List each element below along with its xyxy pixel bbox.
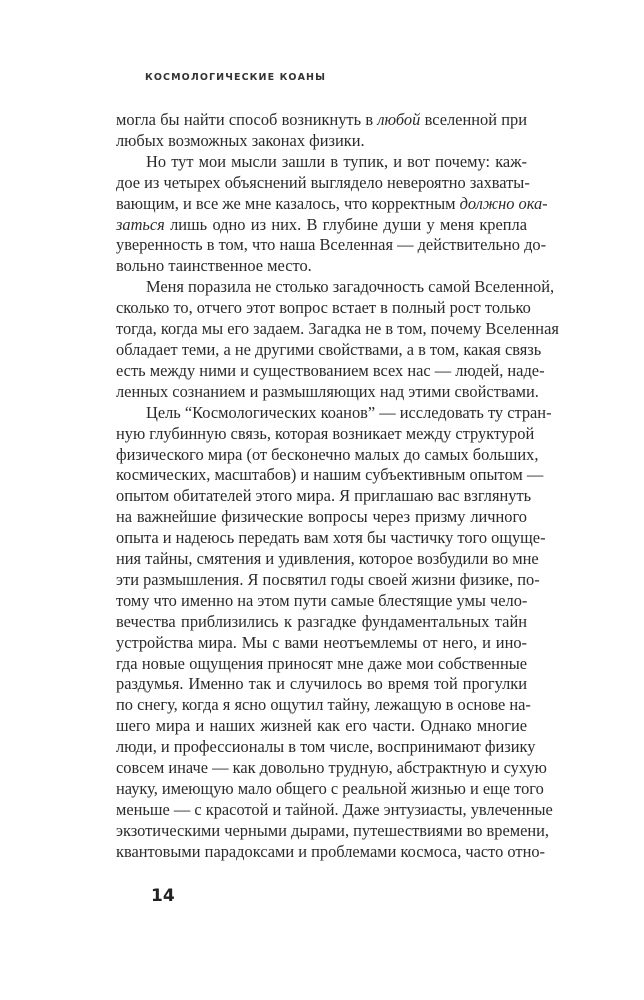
text-segment: вселенной при (420, 110, 527, 129)
text-segment: эти размышления. Я посвятил годы своей жизни физике, по- (116, 569, 540, 589)
text-segment: ную глубинную связь, которая возникает между структурой (116, 423, 535, 443)
text-line (116, 298, 531, 319)
text-line (116, 633, 527, 654)
text-line (116, 507, 527, 528)
text-line (116, 277, 555, 298)
text-line (116, 654, 527, 675)
text-segment: меньше — с красотой и тайной. Даже энтузиасты, увлеченные (116, 799, 553, 819)
text-line (116, 486, 532, 507)
text-segment: опытом обитателей этого мира. Я приглашаю вас взглянуть (116, 486, 532, 506)
text-segment: лишь одно из них. В глубине души у меня крепла (164, 214, 527, 234)
text-line (116, 737, 536, 758)
text-segment: ния тайны, смятения и удивления, которое возбудили во мне (116, 549, 539, 569)
text-line (116, 193, 548, 215)
text-segment: тогда, когда мы его задаем. Загадка не в том, почему Вселенная (116, 319, 559, 339)
text-segment: сколько то, отчего этот вопрос встает в полный рост только (116, 298, 531, 318)
text-line (116, 110, 527, 131)
text-segment: вольно таинственное место. (116, 256, 312, 276)
text-segment: тому что именно на этом пути самые блестящие умы чело- (116, 590, 528, 610)
text-segment: космических, масштабов) и нашим субъективным опытом — (116, 465, 544, 485)
text-segment: дое из четырех объяснений выглядело невероятно захваты- (116, 172, 530, 192)
text-segment: экзотическими черными дырами, путешествиями во времени, (116, 820, 550, 840)
text-segment: по снегу, когда я ясно ощутил тайну, лежащую в основе на- (116, 695, 531, 715)
text-line (116, 465, 544, 486)
text-segment: шего мира и наших жизней как его части. Однако многие (116, 716, 527, 736)
text-line (116, 779, 544, 800)
text-segment: на важнейшие физические вопросы через призму личного (116, 507, 527, 527)
text-line (116, 152, 527, 173)
text-line (116, 591, 527, 612)
text-line (116, 423, 535, 445)
page-number: 14 (151, 886, 175, 906)
text-line (116, 549, 539, 570)
text-line (116, 758, 547, 779)
text-segment: вающим, и все же мне казалось, что корректным (116, 193, 460, 213)
running-head: КОСМОЛОГИЧЕСКИЕ КОАНЫ (145, 72, 327, 83)
text-segment: устройства мира. Мы с вами неотъемлемы от него, и ино- (116, 632, 527, 652)
text-segment: любых возможных законах физики. (116, 130, 365, 150)
text-line (116, 841, 545, 863)
text-segment: есть между ними и существованием всех нас — людей, наде- (116, 360, 545, 380)
italic-text: должно ока- (459, 193, 548, 213)
text-segment: науку, имеющую мало общего с реальной жизнью и еще того (116, 779, 544, 798)
text-segment: квантовыми парадоксами и проблемами космоса, часто отно- (116, 841, 545, 861)
body-text (116, 110, 559, 863)
text-segment: обладает теми, а не другими свойствами, а в том, какая связь (116, 339, 542, 359)
text-line (116, 612, 527, 633)
text-segment: Цель “Космологических коанов” — исследовать ту стран- (146, 402, 552, 422)
text-line (116, 215, 527, 236)
text-segment: ленных сознанием и размышляющих над этими свойствами. (116, 381, 539, 401)
text-segment: физического мира (от бесконечно малых до самых больших, (116, 444, 539, 464)
text-line (116, 695, 531, 716)
text-line (116, 799, 553, 821)
text-line (116, 319, 559, 340)
text-segment: уверенность в том, что наша Вселенная — действительно до- (116, 235, 547, 255)
text-line (116, 256, 527, 277)
text-line (116, 402, 552, 424)
text-segment: вечества приблизились к разгадке фундаментальных тайн (116, 611, 527, 631)
text-line (116, 381, 539, 403)
text-segment: люди, и профессионалы в том числе, воспринимают физику (116, 737, 536, 757)
text-segment: гда новые ощущения приносят мне даже мои собственные (116, 653, 527, 673)
text-line (116, 674, 527, 695)
italic-text: любой (377, 110, 421, 129)
text-line (116, 820, 550, 842)
text-segment: Но тут мои мысли зашли в тупик, и вот почему: каж- (146, 151, 527, 171)
text-segment: раздумья. Именно так и случилось во время той прогулки (116, 674, 527, 694)
text-segment: совсем иначе — как довольно трудную, абстрактную и сухую (116, 758, 547, 778)
text-line (116, 528, 546, 549)
text-segment: опыта и надеюсь передать вам хотя бы частичку того ощуще- (116, 528, 546, 548)
text-line (116, 339, 542, 361)
text-line (116, 716, 527, 737)
text-line (116, 360, 545, 382)
text-line (116, 131, 527, 152)
text-line (116, 569, 540, 591)
text-line (116, 172, 530, 194)
text-line (116, 444, 539, 466)
text-segment: могла бы найти способ возникнуть в (116, 110, 378, 129)
text-segment: Меня поразила не столько загадочность самой Вселенной, (146, 277, 555, 297)
text-line (116, 235, 547, 256)
italic-text: заться (116, 214, 165, 234)
